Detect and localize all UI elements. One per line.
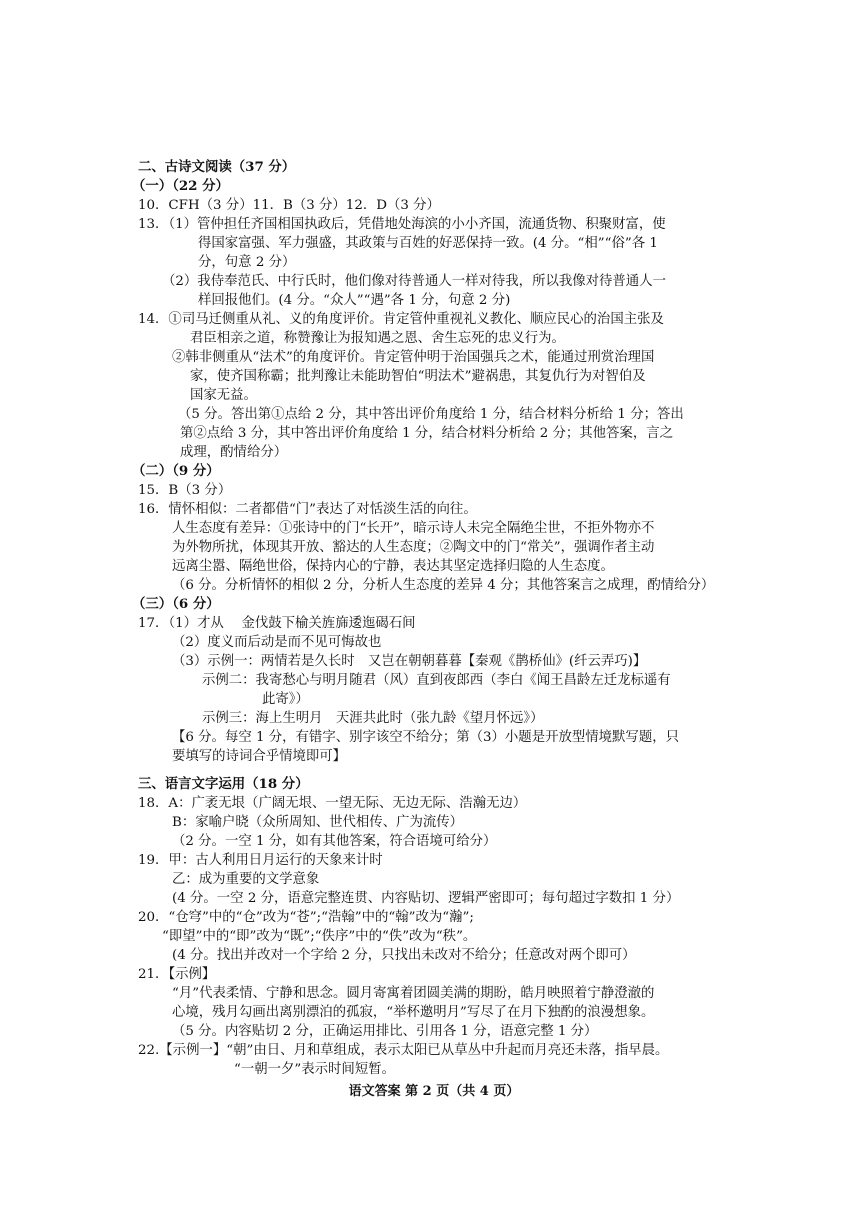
answer-line: 14．①司马迁侧重从礼、义的角度评价。肯定管仲重视礼义教化、顺应民心的治国主张及 [138, 312, 664, 327]
answer-line: 15．B（3 分） [138, 483, 232, 498]
answer-line: 人生态度有差异：①张诗中的门“长开”，暗示诗人未完全隔绝尘世，不拒外物亦不 [172, 521, 655, 536]
answer-line: 18．A：广袤无垠（广阔无垠、一望无际、无边无际、浩瀚无边） [138, 796, 527, 811]
answer-line: 20．“仓穹”中的“仓”改为“苍”;“浩翰”中的“翰”改为“瀚”; [138, 910, 474, 925]
answer-line: 示例三：海上生明月 天涯共此时（张九龄《望月怀远》） [202, 711, 544, 726]
answer-line: B：家喻户晓（众所周知、世代相传、广为流传） [172, 815, 464, 830]
answer-line: “一朝一夕”表示时间短暂。 [234, 1062, 395, 1077]
subsection-heading: （三）（6 分） [132, 596, 220, 612]
answer-line: 13．（1）管仲担任齐国相国执政后，凭借地处海滨的小小齐国，流通货物、积聚财富，使 [138, 217, 666, 232]
answer-line: 家，使齐国称霸；批判豫让未能助智伯“明法术”避祸患，其复仇行为对智伯及 [190, 369, 646, 384]
answer-line: 19．甲：古人利用日月运行的天象来计时 [138, 853, 383, 868]
answer-line: 得国家富强、军力强盛，其政策与百姓的好恶保持一致。(4 分。“相”“俗”各 1 [198, 236, 658, 251]
answer-line: （5 分。答出第①点给 2 分，其中答出评价角度给 1 分，结合材料分析给 1 分；答出 [178, 407, 684, 422]
answer-line: 示例二：我寄愁心与明月随君（风）直到夜郎西（李白《闻王昌龄左迁龙标遥有 [202, 673, 671, 688]
answer-line: 此寄》） [262, 692, 309, 707]
page-footer: 语文答案 第 2 页（共 4 页） [348, 1084, 520, 1099]
answer-line: 分，句意 2 分） [198, 255, 296, 270]
answer-line: 为外物所扰，体现其开放、豁达的人生态度；②陶文中的门“常关”，强调作者主动 [172, 540, 655, 555]
answer-line: （6 分。分析情怀的相似 2 分，分析人生态度的差异 4 分；其他答案言之成理，酌情给分） [172, 578, 715, 593]
answer-line: （3）示例一：两情若是久长时 又岂在朝朝暮暮【秦观《鹊桥仙》(纤云弄巧)】 [172, 654, 647, 669]
answer-line: 要填写的诗词合乎情境即可】 [172, 749, 347, 764]
answer-line: 国家无益。 [190, 388, 257, 403]
subsection-heading: （一）（22 分） [132, 178, 229, 194]
answer-line: ②韩非侧重从“法术”的角度评价。肯定管仲明于治国强兵之术，能通过刑赏治理国 [172, 350, 655, 365]
answer-line: 16．情怀相似：二者都借“门”表达了对恬淡生活的向往。 [138, 502, 477, 517]
answer-line: 心境，残月勾画出离别漂泊的孤寂，“举杯邀明月”写尽了在月下独酌的浪漫想象。 [172, 1005, 655, 1020]
answer-line: （2 分。一空 1 分，如有其他答案，符合语境可给分） [172, 834, 497, 849]
answer-line: 乙：成为重要的文学意象 [172, 872, 320, 887]
answer-line: (4 分。一空 2 分，语意完整连贯、内容贴切、逻辑严密即可；每句超过字数扣 1 分） [172, 891, 680, 906]
answer-line: 【6 分。每空 1 分，有错字、别字该空不给分；第（3）小题是开放型情境默写题，只 [172, 730, 679, 745]
answer-line: （2）度义而后动是而不见可悔故也 [172, 635, 382, 650]
section-heading: 三、语言文字运用（18 分） [138, 776, 309, 792]
answer-line: 远离尘嚣、隔绝世俗，保持内心的宁静，表达其坚定选择归隐的人生态度。 [172, 559, 614, 574]
answer-line: “月”代表柔情、宁静和思念。圆月寄寓着团圆美满的期盼，皓月映照着宁静澄澈的 [172, 986, 655, 1001]
answer-line: “即望”中的“即”改为“既”;“佚序”中的“佚”改为“秩”。 [162, 929, 477, 944]
answer-line: 17．（1）才从 金伐鼓下榆关旌旆逶迤碣石间 [138, 616, 416, 631]
answer-line: 第②点给 3 分，其中答出评价角度给 1 分，结合材料分析给 2 分；其他答案，言之 [180, 426, 673, 441]
section-heading: 二、古诗文阅读（37 分） [138, 159, 296, 175]
answer-line: （2）我侍奉范氏、中行氏时，他们像对待普通人一样对待我，所以我像对待普通人一 [162, 274, 666, 289]
answer-line: 22.【示例一】“朝”由日、月和草组成，表示太阳已从草丛中升起而月亮还未落，指早晨。 [138, 1043, 669, 1058]
answer-line: （5 分。内容贴切 2 分，正确运用排比、引用各 1 分，语意完整 1 分） [172, 1024, 598, 1039]
answer-line: (4 分。找出并改对一个字给 2 分，只找出未改对不给分；任意改对两个即可） [172, 948, 636, 963]
answer-line: 10．CFH（3 分）11．B（3 分）12．D（3 分） [138, 198, 440, 213]
answer-line: 君臣相亲之道，称赞豫让为报知遇之恩、舍生忘死的忠义行为。 [190, 331, 565, 346]
answer-line: 成理，酌情给分） [180, 445, 288, 460]
answer-line: 样回报他们。(4 分。“众人”“遇”各 1 分，句意 2 分) [198, 293, 511, 308]
subsection-heading: （二）（9 分） [132, 463, 220, 479]
answer-line: 21．【示例】 [138, 967, 216, 982]
